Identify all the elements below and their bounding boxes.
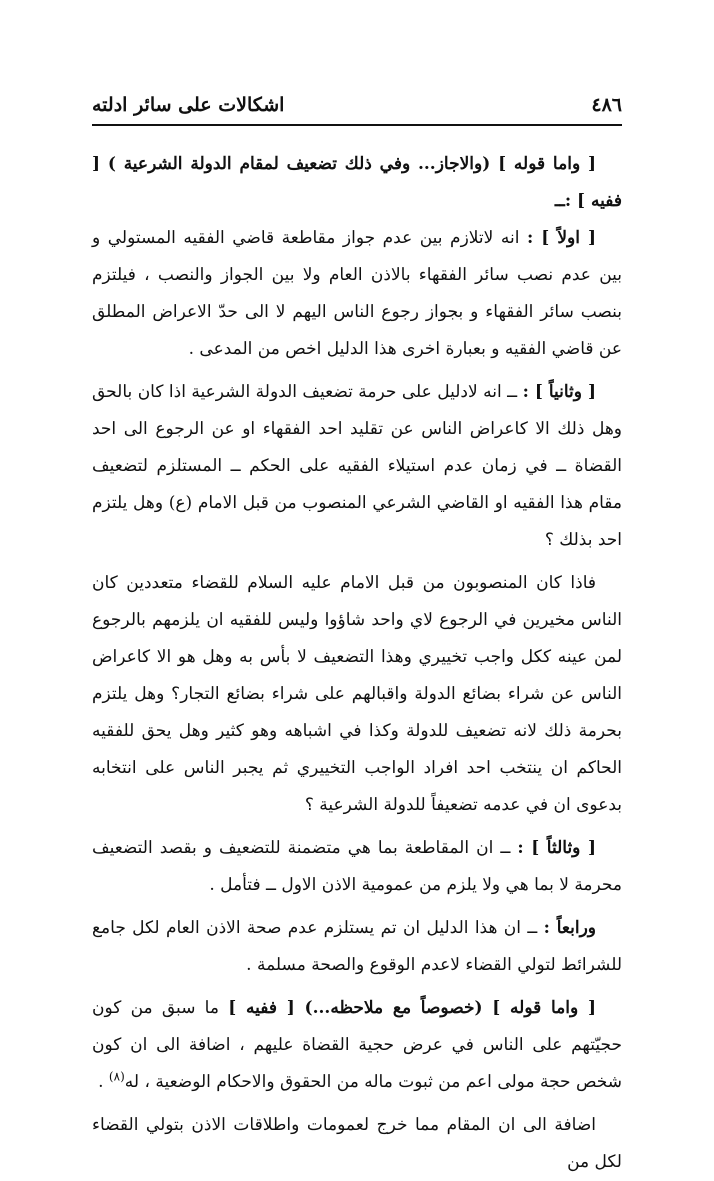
header-rule [92,124,622,126]
paragraph-2-text: انه لاتلازم بين عدم جواز مقاطعة قاضي الفقيه المستولي و بين عدم نصب سائر الفقهاء بالاذن العام ولا بين الجواز والنصب ، فيلتزم بنصب سائر الفقهاء و بجواز رجوع الناس اليهم لا الى حدّ الاعراض المطلق عن قاضي الفقيه و بعبارة اخرى هذا الدليل اخص من المدعى . [92,228,622,359]
paragraph-3 [92,374,622,559]
paragraph-4 [92,565,622,824]
paragraph-5-text: ــ ان المقاطعة بما هي متضمنة للتضعيف و بقصد التضعيف محرمة لا بما هي ولا يلزم من عمومية الاذن الاول ــ فتأمل . [92,838,622,895]
paragraph-6 [92,910,622,984]
page-number: ٤٨٦ [591,94,622,116]
paragraph-5 [92,830,622,904]
paragraph-4-text: فاذا كان المنصوبون من قبل الامام عليه السلام للقضاء متعددين كان الناس مخيرين في الرجوع لاي واحد شاؤوا وليس للفقيه ان يلزمهم بالرجوع لمن عينه ككل واجب تخييري وهذا التضعيف لا بأس به وهل هو الا كاعراض الناس عن شراء بضائع الدولة واقبالهم على شراء بضائع التجار؟ وهل يلتزم بحرمة ذلك لانه تضعيف للدولة وكذا في اشباهه وهو كثير وهل يحق للفقيه الحاكم ان ينتخب احد افراد الواجب التخييري ثم يجبر الناس على انتخابه بدعوى ان في عدمه تضعيفاً للدولة الشرعية ؟ [92,573,622,815]
paragraph-8-text: اضافة الى ان المقام مما خرج لعمومات واطلاقات الاذن بتولي القضاء لكل من [92,1115,622,1172]
paragraph-7-lead: [ واما قوله ] (خصوصاً مع ملاحظه...) [ ففيه ] [228,998,597,1018]
footnote-mark: (٨) [108,1069,125,1084]
paragraph-3-lead: [ وثانياً ] : [522,382,596,402]
paragraph-7 [92,990,622,1101]
paragraph-1-lead: [ واما قوله ] (والاجاز... وفي ذلك تضعيف لمقام الدولة الشرعية ) [ ففيه ] :ــ [92,154,622,211]
running-title: اشكالات على سائر ادلته [92,94,285,116]
paragraph-1 [92,146,622,220]
paragraph-2 [92,220,622,368]
paragraph-5-lead: [ وثالثاً ] : [517,838,596,858]
paragraph-7-text: ما سبق من كون حجيّتهم على الناس في عرض حجية القضاة عليهم ، اضافة الى ان كون شخص حجة مولى اعم من ثبوت ماله من الحقوق والاحكام الوضعية ، له [92,998,622,1092]
paragraph-3-text: ــ انه لادليل على حرمة تضعيف الدولة الشرعية اذا كان بالحق وهل ذلك الا كاعراض الناس عن تقليد احد الفقهاء او عن الرجوع الى احد القضاة ــ في زمان عدم استيلاء الفقيه على الحكم ــ المستلزم لتضعيف مقام هذا الفقيه او القاضي الشرعي المنصوب من قبل الامام (ع) وهل يلتزم احد بذلك ؟ [92,382,622,550]
paragraph-8 [92,1107,622,1181]
paragraph-6-text: ــ ان هذا الدليل ان تم يستلزم عدم صحة الاذن العام لكل جامع للشرائط لتولي القضاء لاعدم الوقوع والصحة مسلمة . [92,918,622,975]
paragraph-6-lead: ورابعاً : [543,918,597,938]
paragraph-7-tail: . [98,1072,109,1092]
page-header [92,88,622,122]
paragraph-2-lead: [ اولاً ] : [526,228,597,248]
body-text [92,146,622,1181]
